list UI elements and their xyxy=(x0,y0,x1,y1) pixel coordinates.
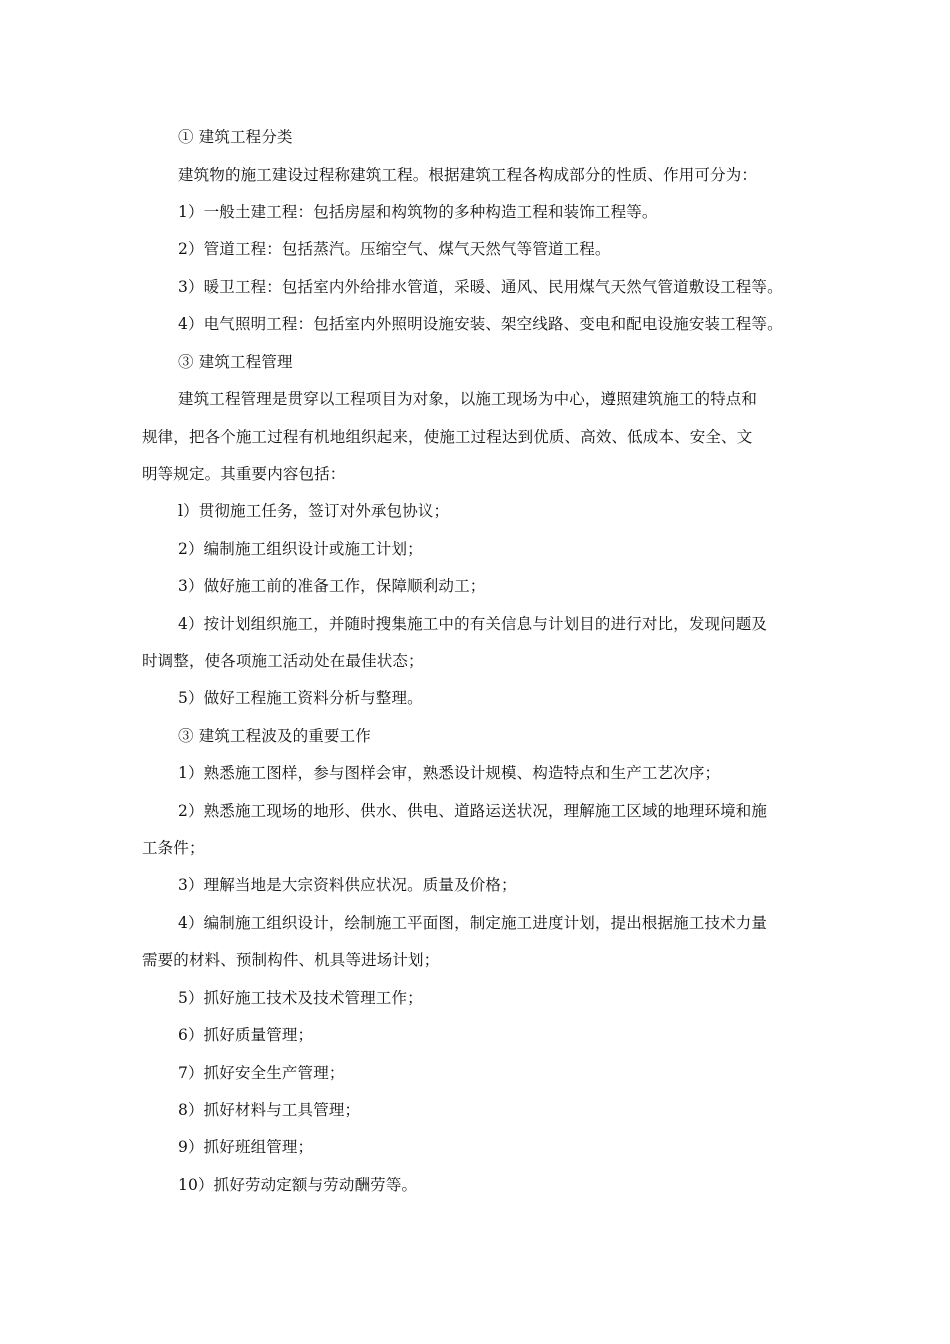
section-heading-management: ③ 建筑工程管理 xyxy=(178,353,293,371)
list-item: l）贯彻施工任务，签订对外承包协议； xyxy=(178,502,450,520)
section-heading-key-work: ③ 建筑工程波及的重要工作 xyxy=(178,727,371,745)
list-item: 1）一般土建工程：包括房屋和构筑物的多种构造工程和装饰工程等。 xyxy=(178,203,658,221)
paragraph-line: 明等规定。其重要内容包括： xyxy=(142,465,346,483)
list-item: 9）抓好班组管理； xyxy=(178,1138,314,1156)
list-item: 8）抓好材料与工具管理； xyxy=(178,1101,361,1119)
list-item: 10）抓好劳动定额与劳动酬劳等。 xyxy=(178,1176,418,1194)
paragraph-line: 建筑物的施工建设过程称建筑工程。根据建筑工程各构成部分的性质、作用可分为： xyxy=(178,166,758,184)
list-item: 3）做好施工前的准备工作，保障顺利动工； xyxy=(178,577,486,595)
list-item: 3）暖卫工程：包括室内外给排水管道，采暖、通风、民用煤气天然气管道敷设工程等。 xyxy=(178,278,783,296)
list-item: 7）抓好安全生产管理； xyxy=(178,1064,345,1082)
list-item: 5）抓好施工技术及技术管理工作； xyxy=(178,989,423,1007)
list-item: 5）做好工程施工资料分析与整理。 xyxy=(178,689,423,707)
section-heading-classification: ① 建筑工程分类 xyxy=(178,128,293,146)
list-item: 2）编制施工组织设计或施工计划； xyxy=(178,540,423,558)
list-item: 3）理解当地是大宗资料供应状况。质量及价格； xyxy=(178,876,517,894)
list-item: 2）熟悉施工现场的地形、供水、供电、道路运送状况，理解施工区域的地理环境和施 xyxy=(178,802,768,820)
list-item: 4）按计划组织施工，并随时搜集施工中的有关信息与计划目的进行对比，发现问题及 xyxy=(178,615,768,633)
list-item: 6）抓好质量管理； xyxy=(178,1026,314,1044)
list-item-continuation: 时调整，使各项施工活动处在最佳状态； xyxy=(142,652,424,670)
list-item-continuation: 工条件； xyxy=(142,839,205,857)
paragraph-line: 规律，把各个施工过程有机地组织起来，使施工过程达到优质、高效、低成本、安全、文 xyxy=(142,428,753,446)
list-item: 4）编制施工组织设计，绘制施工平面图，制定施工进度计划，提出根据施工技术力量 xyxy=(178,914,768,932)
list-item-continuation: 需要的材料、预制构件、机具等进场计划； xyxy=(142,951,440,969)
list-item: 1）熟悉施工图样，参与图样会审，熟悉设计规模、构造特点和生产工艺次序； xyxy=(178,764,721,782)
paragraph-line: 建筑工程管理是贯穿以工程项目为对象，以施工现场为中心，遵照建筑施工的特点和 xyxy=(178,390,758,408)
list-item: 4）电气照明工程：包括室内外照明设施安装、架空线路、变电和配电设施安装工程等。 xyxy=(178,315,783,333)
list-item: 2）管道工程：包括蒸汽。压缩空气、煤气天然气等管道工程。 xyxy=(178,240,611,258)
